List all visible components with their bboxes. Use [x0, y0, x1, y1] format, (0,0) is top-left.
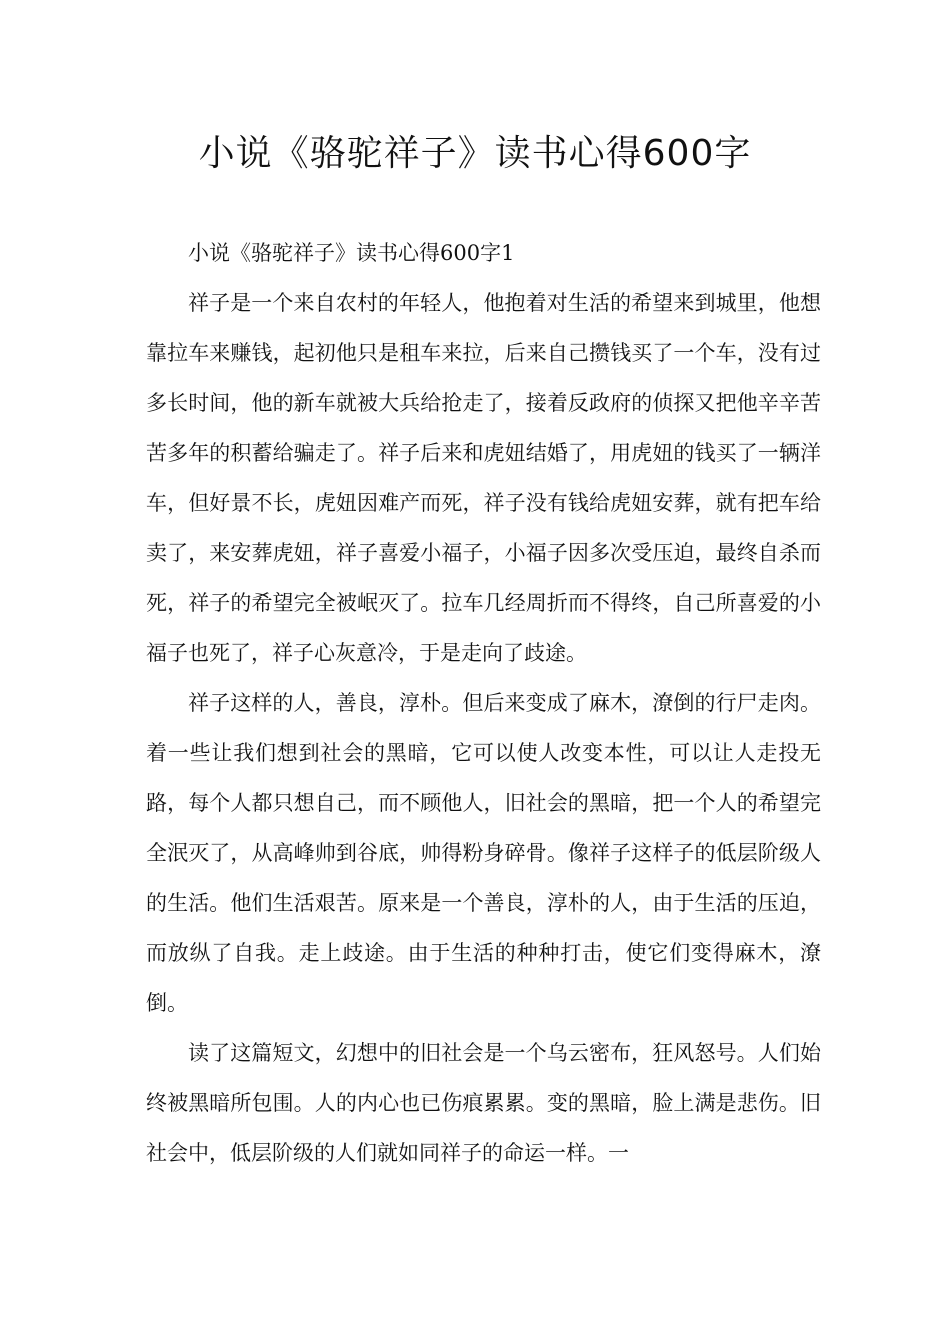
section-heading: 小说《骆驼祥子》读书心得600字1	[188, 241, 515, 265]
document-body	[146, 228, 821, 1178]
paragraph-3: 读了这篇短文，幻想中的旧社会是一个乌云密布，狂风怒号。人们始终被黑暗所包围。人的内心也已伤痕累累。变的黑暗，脸上满是悲伤。旧社会中，低层阶级的人们就如同祥子的命运一样。一	[146, 1041, 821, 1165]
paragraph-1: 祥子是一个来自农村的年轻人，他抱着对生活的希望来到城里，他想靠拉车来赚钱，起初他只是租车来拉，后来自己攒钱买了一个车，没有过多长时间，他的新车就被大兵给抢走了，接着反政府的侦探又把他辛辛苦苦多年的积蓄给骗走了。祥子后来和虎妞结婚了，用虎妞的钱买了一辆洋车，但好景不长，虎妞因难产而死，祥子没有钱给虎妞安葬，就有把车给卖了，来安葬虎妞，祥子喜爱小福子，小福子因多次受压迫，最终自杀而死，祥子的希望完全被岷灭了。拉车几经周折而不得终，自己所喜爱的小福子也死了，祥子心灰意冷，于是走向了歧途。	[146, 291, 821, 665]
document-title: 小说《骆驼祥子》读书心得600字	[198, 133, 752, 174]
paragraph-2: 祥子这样的人，善良，淳朴。但后来变成了麻木，潦倒的行尸走肉。着一些让我们想到社会的黑暗，它可以使人改变本性，可以让人走投无路，每个人都只想自己，而不顾他人，旧社会的黑暗，把一个人的希望完全泯灭了，从高峰帅到谷底，帅得粉身碎骨。像祥子这样子的低层阶级人的生活。他们生活艰苦。原来是一个善良，淳朴的人，由于生活的压迫，而放纵了自我。走上歧途。由于生活的种种打击，使它们变得麻木，潦倒。	[146, 691, 821, 1015]
